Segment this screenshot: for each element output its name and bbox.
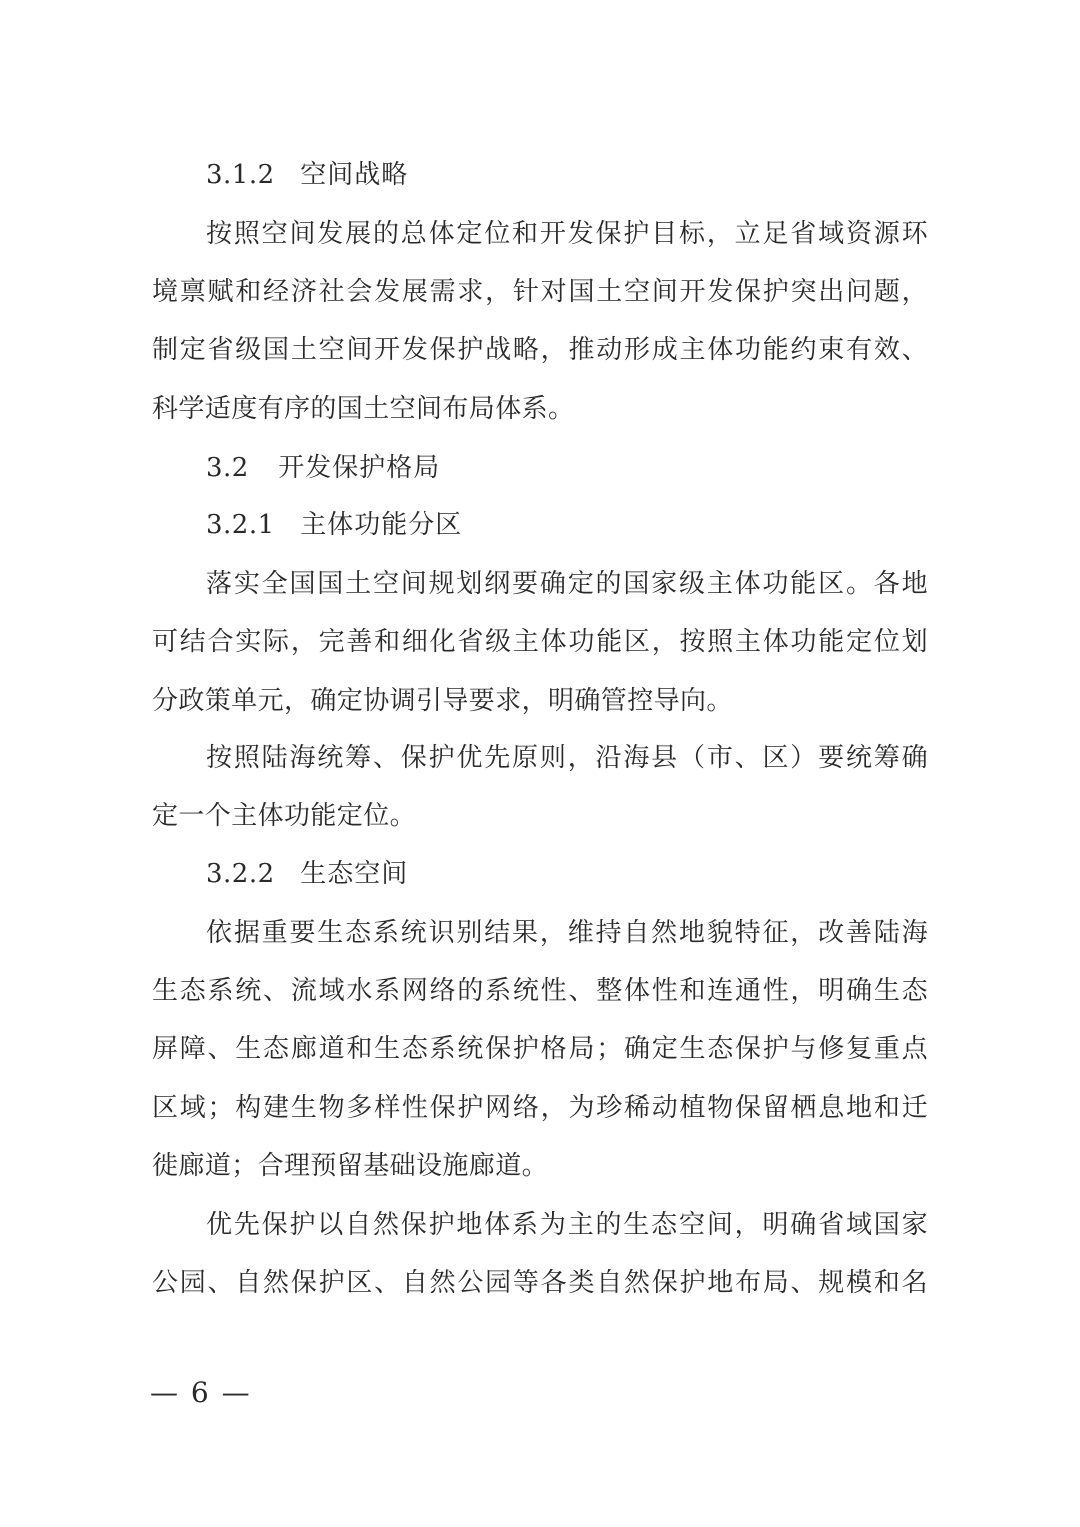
paragraph-line: 可结合实际，完善和细化省级主体功能区，按照主体功能定位划	[152, 627, 928, 657]
section-title: 生态空间	[300, 859, 409, 889]
section-number: 3.1.2	[206, 160, 275, 190]
section-title: 空间战略	[300, 160, 409, 190]
section-heading-3-2	[206, 451, 440, 485]
paragraph-line: 徙廊道；合理预留基础设施廊道。	[152, 1151, 549, 1181]
paragraph-line: 制定省级国土空间开发保护战略，推动形成主体功能约束有效、	[152, 335, 928, 365]
section-heading-3-1-2	[206, 158, 408, 192]
section-number: 3.2.2	[206, 859, 275, 889]
paragraph-line: 按照空间发展的总体定位和开发保护目标，立足省域资源环	[206, 219, 928, 249]
paragraph-line: 境禀赋和经济社会发展需求，针对国土空间开发保护突出问题，	[152, 277, 928, 307]
section-number: 3.2	[206, 453, 249, 483]
page-number: — 6 —	[150, 1376, 252, 1409]
paragraph-line: 优先保护以自然保护地体系为主的生态空间，明确省域国家	[206, 1210, 928, 1240]
section-title: 开发保护格局	[278, 453, 441, 483]
section-heading-3-2-2	[206, 857, 408, 891]
paragraph-line: 分政策单元，确定协调引导要求，明确管控导向。	[152, 686, 733, 716]
paragraph-line: 区域；构建生物多样性保护网络，为珍稀动植物保留栖息地和迁	[152, 1093, 928, 1123]
section-number: 3.2.1	[206, 510, 275, 540]
paragraph-line: 公园、自然保护区、自然公园等各类自然保护地布局、规模和名	[152, 1268, 928, 1298]
paragraph-line: 依据重要生态系统识别结果，维持自然地貌特征，改善陆海	[206, 918, 928, 948]
paragraph-line: 科学适度有序的国土空间布局体系。	[152, 394, 575, 424]
paragraph-line: 屏障、生态廊道和生态系统保护格局；确定生态保护与修复重点	[152, 1034, 928, 1064]
section-heading-3-2-1	[206, 508, 462, 542]
paragraph-line: 生态系统、流域水系网络的系统性、整体性和连通性，明确生态	[152, 976, 928, 1006]
paragraph-line: 按照陆海统筹、保护优先原则，沿海县（市、区）要统筹确	[206, 743, 928, 773]
section-title: 主体功能分区	[300, 510, 463, 540]
paragraph-line: 定一个主体功能定位。	[152, 801, 417, 831]
paragraph-line: 落实全国国土空间规划纲要确定的国家级主体功能区。各地	[206, 569, 928, 599]
